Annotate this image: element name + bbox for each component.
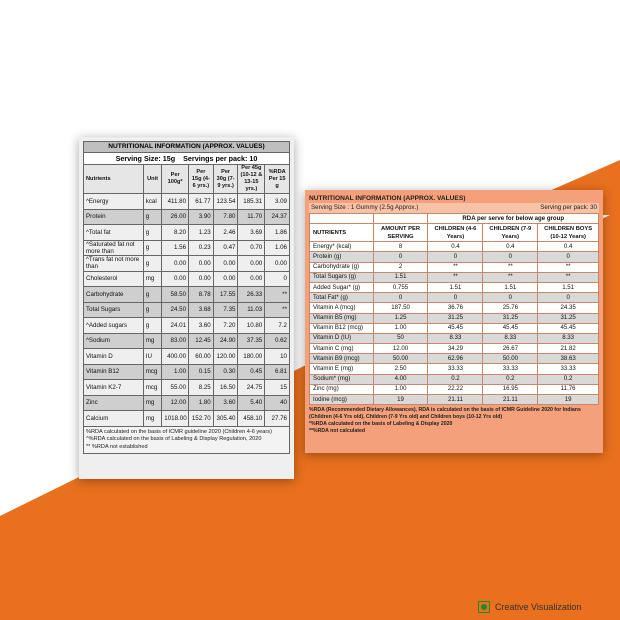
nutrient-name: Vitamin B12 (mcg) — [310, 323, 374, 333]
nutrient-value: mg — [143, 411, 162, 427]
nutrient-name: Vitamin B12 — [84, 364, 144, 380]
nutrient-value: 50 — [373, 333, 428, 343]
nutrient-value: 8.33 — [428, 333, 483, 343]
nutrient-value: 45.45 — [483, 323, 538, 333]
table-row — [84, 411, 290, 427]
nutrient-value: 6.81 — [265, 364, 290, 380]
nutrient-value: 1.51 — [428, 282, 483, 292]
nutrient-value: 305.40 — [213, 411, 238, 427]
table-row — [310, 354, 599, 364]
nutrient-value: 19 — [373, 395, 428, 405]
nutrient-value: 3.60 — [189, 318, 214, 334]
table-row — [310, 333, 599, 343]
nutrient-value: 0.45 — [238, 364, 265, 380]
nutrition-panel-gummy — [305, 190, 603, 453]
nutrient-value: g — [143, 256, 162, 272]
nutrient-value: 4.00 — [373, 374, 428, 384]
table-row — [84, 349, 290, 365]
nutrient-name: Vitamin E (mg) — [310, 364, 374, 374]
nutrient-value: 33.33 — [538, 364, 599, 374]
nutrient-value: 0 — [483, 293, 538, 303]
panel-title: NUTRITIONAL INFORMATION (APPROX. VALUES) — [83, 141, 290, 152]
nutrient-value: 1018.00 — [162, 411, 189, 427]
nutrient-value: 24.01 — [162, 318, 189, 334]
nutrient-value: ** — [265, 302, 290, 318]
nutrient-value: 5.40 — [238, 395, 265, 411]
nutrient-value: 0.47 — [213, 240, 238, 256]
nutrient-value: 55.00 — [162, 380, 189, 396]
nutrient-name: Vitamin D (IU) — [310, 333, 374, 343]
nutrient-value: 58.50 — [162, 287, 189, 303]
nutrient-value: 15 — [265, 380, 290, 396]
nutrient-value: 1.00 — [373, 323, 428, 333]
table-row — [310, 384, 599, 394]
column-header: AMOUNT PER SERVING — [373, 224, 428, 242]
nutrient-name: Total Sugars — [84, 302, 144, 318]
nutrition-panel-powder — [79, 137, 294, 479]
nutrient-name: Vitamin A (mcg) — [310, 303, 374, 313]
nutrient-value: 2 — [373, 262, 428, 272]
nutrient-value: 180.00 — [238, 349, 265, 365]
nutrient-value: 0.62 — [265, 333, 290, 349]
nutrient-value: 0 — [265, 271, 290, 287]
nutrient-value: 21.82 — [538, 344, 599, 354]
nutrient-value: 1.80 — [189, 395, 214, 411]
nutrient-value: 1.23 — [189, 225, 214, 241]
nutrient-name: Cholesterol — [84, 271, 144, 287]
nutrient-value: 1.51 — [483, 282, 538, 292]
nutrient-value: ** — [538, 262, 599, 272]
nutrient-name: Sodium* (mg) — [310, 374, 374, 384]
table-row — [310, 293, 599, 303]
table-row — [310, 395, 599, 405]
serving-size: Serving Size: 15g — [115, 154, 176, 163]
column-header: Unit — [143, 165, 162, 194]
nutrient-value: 50.00 — [373, 354, 428, 364]
servings-per-pack: Serving per pack: 30 — [540, 204, 597, 211]
footnotes — [83, 427, 290, 455]
nutrient-name: ^Trans fat not more than — [84, 256, 144, 272]
nutrient-value: 0.00 — [265, 256, 290, 272]
nutrient-value: 83.00 — [162, 333, 189, 349]
nutrient-value: 1.51 — [538, 282, 599, 292]
table-row — [310, 303, 599, 313]
nutrient-value: 0.23 — [189, 240, 214, 256]
nutrient-value: 16.95 — [483, 384, 538, 394]
nutrient-value: g — [143, 209, 162, 225]
nutrient-value: 12.00 — [373, 344, 428, 354]
nutrient-value: 26.00 — [162, 209, 189, 225]
nutrient-name: ^Sodium — [84, 333, 144, 349]
nutrition-table — [309, 213, 599, 405]
table-row — [84, 333, 290, 349]
column-header: %RDA Per 15 g — [265, 165, 290, 194]
nutrient-value: 0.30 — [213, 364, 238, 380]
nutrient-value: 21.11 — [483, 395, 538, 405]
table-row — [84, 318, 290, 334]
nutrient-name: Added Sugar* (g) — [310, 282, 374, 292]
nutrient-name: Total Fat* (g) — [310, 293, 374, 303]
nutrient-name: Energy* (kcal) — [310, 242, 374, 252]
nutrient-name: ^Total fat — [84, 225, 144, 241]
footnote: %RDA calculated on the basis of ICMR guideline 2020 (Children 4-6 years) — [86, 428, 272, 435]
nutrient-value: 45.45 — [428, 323, 483, 333]
nutrient-value: 0.00 — [238, 271, 265, 287]
nutrient-value: 0.00 — [189, 256, 214, 272]
nutrient-value: 19 — [538, 395, 599, 405]
panel-title: NUTRITIONAL INFORMATION (APPROX. VALUES) — [309, 195, 466, 202]
nutrient-name: Vitamin K2-7 — [84, 380, 144, 396]
nutrient-value: 1.25 — [373, 313, 428, 323]
nutrient-value: 0 — [538, 252, 599, 262]
nutrient-value: 8 — [373, 242, 428, 252]
footnote: ** %RDA not established — [86, 443, 148, 450]
nutrient-value: g — [143, 302, 162, 318]
nutrient-value: 7.35 — [213, 302, 238, 318]
table-row — [84, 256, 290, 272]
nutrient-value: 3.90 — [189, 209, 214, 225]
nutrient-value: 36.76 — [428, 303, 483, 313]
nutrient-value: g — [143, 240, 162, 256]
nutrient-value: 50.00 — [483, 354, 538, 364]
nutrient-value: 11.70 — [238, 209, 265, 225]
nutrient-value: 11.03 — [238, 302, 265, 318]
nutrient-value: 3.60 — [213, 395, 238, 411]
table-row — [84, 364, 290, 380]
nutrient-value: 0 — [373, 293, 428, 303]
nutrient-value: 8.25 — [189, 380, 214, 396]
nutrient-name: Zinc (mg) — [310, 384, 374, 394]
table-row — [84, 287, 290, 303]
nutrient-value: 17.55 — [213, 287, 238, 303]
nutrient-value: 1.51 — [373, 272, 428, 282]
serving-info — [309, 203, 599, 213]
nutrient-value: 123.54 — [213, 194, 238, 210]
nutrient-value: mg — [143, 271, 162, 287]
servings-per-pack: Servings per pack: 10 — [183, 154, 258, 163]
table-row — [84, 209, 290, 225]
table-row — [310, 374, 599, 384]
nutrient-value: ** — [428, 272, 483, 282]
footnote: %RDA (Recommended Dietary Allowances), RDA is calculated on the basis of ICMR Guideline 2020 for Indians (Children (4-6 Yrs old), Children (7-9 Yrs old) and Children boys (10-12 Yrs old) — [309, 407, 581, 421]
veg-mark-icon — [478, 601, 490, 613]
nutrient-value: 0 — [538, 293, 599, 303]
table-row — [84, 240, 290, 256]
nutrient-value: 24.37 — [265, 209, 290, 225]
nutrient-value: 0.4 — [483, 242, 538, 252]
nutrient-value: 11.76 — [538, 384, 599, 394]
nutrient-value: 0.4 — [428, 242, 483, 252]
nutrient-value: 33.33 — [428, 364, 483, 374]
nutrient-value: 0.2 — [538, 374, 599, 384]
nutrient-value: 26.33 — [238, 287, 265, 303]
nutrient-value: 10 — [265, 349, 290, 365]
nutrient-value: 12.45 — [189, 333, 214, 349]
footnote: **%RDA not calculated — [309, 428, 366, 435]
table-row — [84, 225, 290, 241]
nutrient-name: Vitamin C (mg) — [310, 344, 374, 354]
nutrient-value: 0.00 — [238, 256, 265, 272]
group-header: RDA per serve for below age group — [428, 214, 599, 224]
nutrient-name: Carbohydrate — [84, 287, 144, 303]
group-header-row — [310, 214, 599, 224]
nutrient-value: 27.76 — [265, 411, 290, 427]
nutrient-value: 24.35 — [538, 303, 599, 313]
nutrient-value: mcg — [143, 364, 162, 380]
table-row — [310, 364, 599, 374]
table-row — [310, 282, 599, 292]
column-header: Nutrients — [84, 165, 144, 194]
table-row — [310, 262, 599, 272]
nutrient-value: 0.00 — [213, 271, 238, 287]
nutrient-value: mg — [143, 333, 162, 349]
serving-info — [83, 152, 290, 164]
column-header: Per 45g (10-12 & 13-15 yrs.) — [238, 165, 265, 194]
table-row — [310, 272, 599, 282]
table-row — [310, 242, 599, 252]
table-header-row — [310, 224, 599, 242]
nutrient-value: 458.10 — [238, 411, 265, 427]
nutrient-value: 7.20 — [213, 318, 238, 334]
nutrient-value: 25.76 — [483, 303, 538, 313]
nutrient-value: 8.33 — [483, 333, 538, 343]
nutrient-value: ** — [483, 262, 538, 272]
nutrient-value: 31.25 — [538, 313, 599, 323]
brand-label: Creative Visualization — [495, 602, 582, 612]
nutrient-value: 8.33 — [538, 333, 599, 343]
table-row — [310, 344, 599, 354]
table-header-row — [84, 165, 290, 194]
nutrient-name: Vitamin B9 (mcg) — [310, 354, 374, 364]
nutrient-value: 1.56 — [162, 240, 189, 256]
nutrient-value: 0.4 — [538, 242, 599, 252]
nutrient-value: g — [143, 287, 162, 303]
nutrient-value: 0.00 — [162, 256, 189, 272]
nutrient-value: 31.25 — [428, 313, 483, 323]
brand-caption — [478, 601, 581, 613]
nutrient-value: 10.80 — [238, 318, 265, 334]
footnote: ^%RDA calculated on the basis of Labeling & Display Regulation, 2020 — [86, 436, 262, 443]
nutrient-value: 0 — [428, 293, 483, 303]
nutrient-name: ^Added sugars — [84, 318, 144, 334]
nutrient-value: 152.70 — [189, 411, 214, 427]
nutrient-value: 3.69 — [238, 225, 265, 241]
nutrient-value: mg — [143, 395, 162, 411]
nutrient-value: 22.22 — [428, 384, 483, 394]
nutrient-name: Calcium — [84, 411, 144, 427]
table-row — [84, 395, 290, 411]
nutrient-name: Iodine (mcg) — [310, 395, 374, 405]
nutrient-value: 16.50 — [213, 380, 238, 396]
nutrient-name: Protein — [84, 209, 144, 225]
nutrient-name: Vitamin D — [84, 349, 144, 365]
nutrient-value: 40 — [265, 395, 290, 411]
nutrient-value: 7.2 — [265, 318, 290, 334]
nutrient-value: 7.80 — [213, 209, 238, 225]
nutrient-value: 0.00 — [162, 271, 189, 287]
nutrient-value: 62.96 — [428, 354, 483, 364]
nutrient-value: ** — [265, 287, 290, 303]
nutrient-value: 120.00 — [213, 349, 238, 365]
nutrient-value: 37.35 — [238, 333, 265, 349]
nutrient-value: 2.46 — [213, 225, 238, 241]
nutrient-value: g — [143, 318, 162, 334]
nutrient-value: 3.09 — [265, 194, 290, 210]
nutrient-value: ** — [538, 272, 599, 282]
nutrient-value: 187.50 — [373, 303, 428, 313]
table-row — [84, 302, 290, 318]
nutrient-value: 0.2 — [428, 374, 483, 384]
nutrient-value: 0 — [483, 252, 538, 262]
nutrient-value: ** — [428, 262, 483, 272]
nutrient-value: 24.50 — [162, 302, 189, 318]
nutrient-value: 0 — [428, 252, 483, 262]
nutrient-value: 8.20 — [162, 225, 189, 241]
nutrient-value: 33.33 — [483, 364, 538, 374]
nutrient-value: 12.00 — [162, 395, 189, 411]
column-header: Per 30g (7-9 yrs.) — [213, 165, 238, 194]
column-header: CHILDREN BOYS (10-12 Years) — [538, 224, 599, 242]
footnote: *%RDA calculated on the basis of Labeling & Display 2020 — [309, 421, 453, 428]
nutrient-name: ^Saturated fat not more than — [84, 240, 144, 256]
nutrient-value: 0.00 — [189, 271, 214, 287]
nutrient-name: ^Energy — [84, 194, 144, 210]
nutrient-value: 38.63 — [538, 354, 599, 364]
serving-size: Serving Size : 1 Gummy (2.5g Approx.) — [311, 204, 419, 211]
nutrient-value: 21.11 — [428, 395, 483, 405]
nutrient-value: kcal — [143, 194, 162, 210]
nutrient-value: 45.45 — [538, 323, 599, 333]
table-row — [84, 380, 290, 396]
table-row — [310, 252, 599, 262]
nutrient-value: 31.25 — [483, 313, 538, 323]
column-header: Per 100g* — [162, 165, 189, 194]
nutrient-value: 400.00 — [162, 349, 189, 365]
nutrient-value: mcg — [143, 380, 162, 396]
column-header: CHILDREN (7-9 Years) — [483, 224, 538, 242]
nutrient-value: 24.90 — [213, 333, 238, 349]
nutrient-value: ** — [483, 272, 538, 282]
nutrient-name: Zinc — [84, 395, 144, 411]
nutrition-table — [83, 164, 290, 427]
table-row — [310, 323, 599, 333]
column-header: CHILDREN (4-6 Years) — [428, 224, 483, 242]
nutrient-value: 411.80 — [162, 194, 189, 210]
nutrient-value: 2.50 — [373, 364, 428, 374]
table-row — [84, 194, 290, 210]
nutrient-value: 0.70 — [238, 240, 265, 256]
nutrient-value: 185.31 — [238, 194, 265, 210]
nutrient-name: Vitamin B5 (mg) — [310, 313, 374, 323]
nutrient-name: Total Sugars (g) — [310, 272, 374, 282]
footnotes — [309, 405, 599, 435]
nutrient-value: 0.755 — [373, 282, 428, 292]
nutrient-name: Protein (g) — [310, 252, 374, 262]
nutrient-value: 0.00 — [213, 256, 238, 272]
nutrient-value: 26.67 — [483, 344, 538, 354]
column-header: Per 15g (4-6 yrs.) — [189, 165, 214, 194]
nutrient-value: 0 — [373, 252, 428, 262]
nutrient-value: 1.00 — [373, 384, 428, 394]
nutrient-value: 0.15 — [189, 364, 214, 380]
table-row — [84, 271, 290, 287]
table-row — [310, 313, 599, 323]
nutrient-value: 1.06 — [265, 240, 290, 256]
nutrient-value: 3.68 — [189, 302, 214, 318]
nutrient-value: IU — [143, 349, 162, 365]
nutrient-value: 60.00 — [189, 349, 214, 365]
nutrient-value: 0.2 — [483, 374, 538, 384]
nutrient-value: g — [143, 225, 162, 241]
nutrient-value: 1.00 — [162, 364, 189, 380]
nutrient-value: 61.77 — [189, 194, 214, 210]
column-header: NUTRIENTS — [310, 224, 374, 242]
nutrient-value: 1.86 — [265, 225, 290, 241]
nutrient-value: 34.29 — [428, 344, 483, 354]
nutrient-value: 8.78 — [189, 287, 214, 303]
nutrient-name: Carbohydrate (g) — [310, 262, 374, 272]
nutrient-value: 24.75 — [238, 380, 265, 396]
